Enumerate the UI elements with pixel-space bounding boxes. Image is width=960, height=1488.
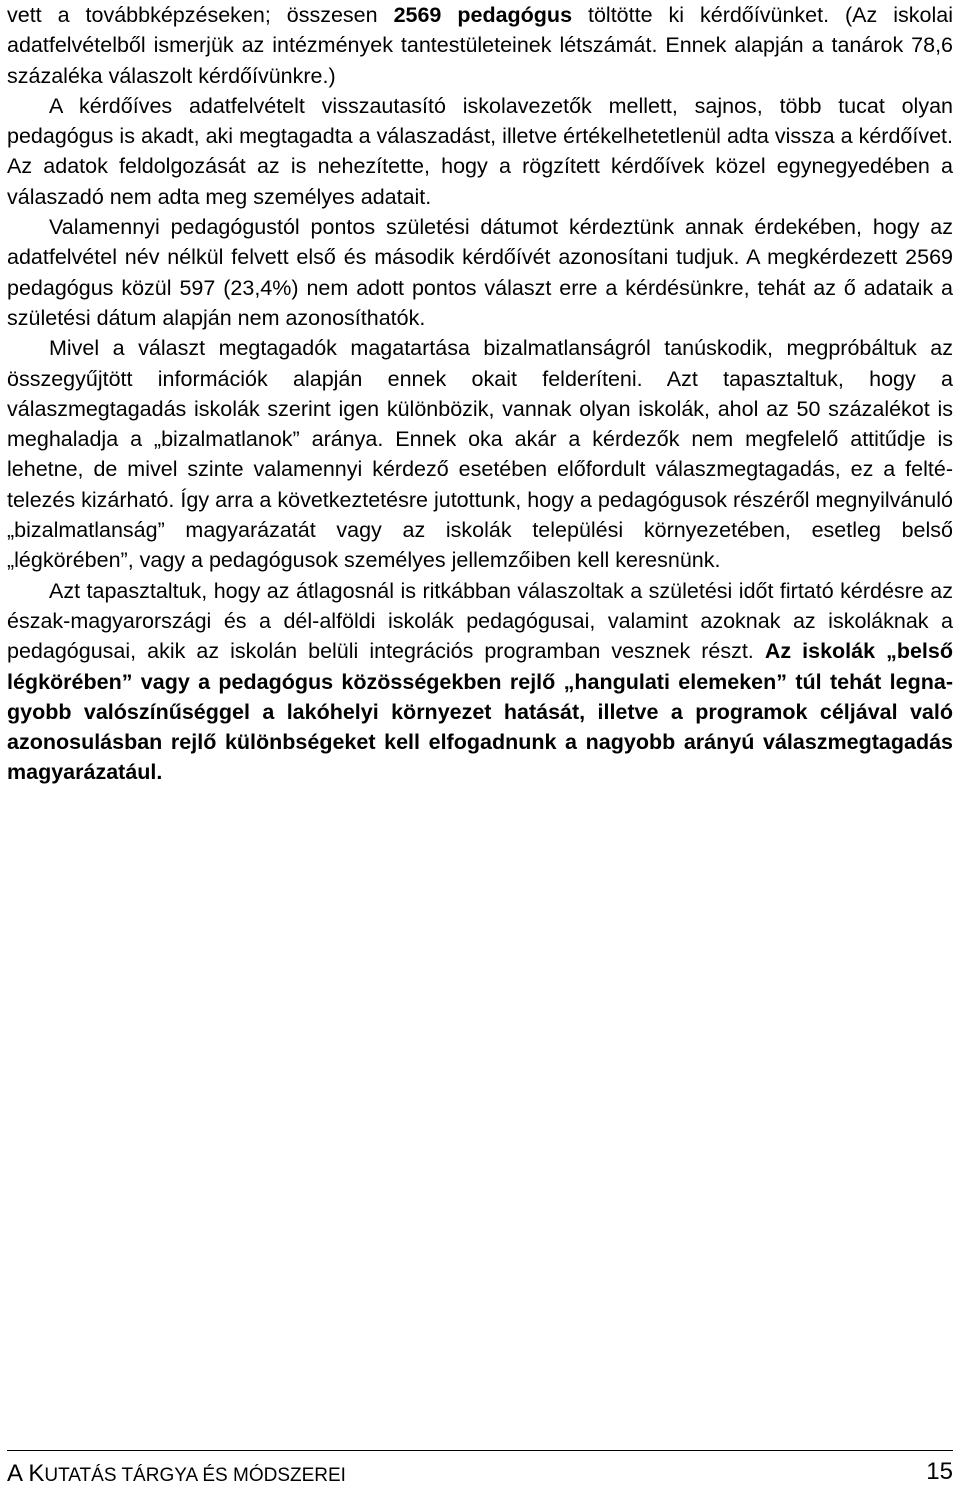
- running-head-k: K: [21, 1460, 45, 1487]
- paragraph-2-text: A kérdőíves adatfelvételt visszautasító iskolavezetők mellett, sajnos, több tucat olyan pedagógus is akadt, aki megtagadta a válaszadást, illetve értékelhetetlenül adta vissza a kérdőívet. Az adatok feldolgozását az is nehezítette, hogy a rögzített kérdőívek közel egynegyedében a válaszadó nem adta meg személyes adatait.: [7, 93, 953, 209]
- page-number: 15: [926, 1458, 953, 1485]
- paragraph-1-bold: 2569 pedagógus: [393, 3, 573, 27]
- paragraph-1: [7, 0, 953, 91]
- paragraph-4: [7, 333, 953, 575]
- paragraph-2: [7, 91, 953, 212]
- page-footer: [7, 1458, 953, 1488]
- running-head-rest: UTATÁS TÁRGYA ÉS MÓDSZEREI: [44, 1465, 346, 1486]
- paragraph-5-text: Azt tapasztaltuk, hogy az átlagosnál is ritkábban válaszoltak a születési időt firtató kérdésre az észak-magyarországi és a dél-alföldi iskolák pedagógusai, valamint azoknak az iskoláknak a pedagógusai, akik az iskolán belüli integrációs programban vesznek részt.: [7, 578, 953, 664]
- running-head-initial: A: [7, 1460, 22, 1487]
- paragraph-5: [7, 576, 953, 788]
- paragraph-3-text: Valamennyi pedagógustól pontos születési dátumot kérdeztünk annak érdekében, hogy az adatfelvétel név nélkül felvett első és második kérdőívét azonosítani tudjuk. A megkérdezett 2569 pedagógus közül 597 (23,4%) nem adott pontos választ erre a kérdésünkre, tehát az ő adataik a születési dátum alapján nem azonosíthatók.: [7, 215, 953, 330]
- paragraph-5-bold: Az iskolák „belső légkörében” vagy a pedagógus közösségekben rejlő „hangulati elemeken” túl tehát legnagyobb valószínűséggel a lakóhelyi környezet hatását, illetve a programok céljával való azonosulásban rejlő különbségeket kell elfogadnunk a nagyobb arányú válaszmegtagadás magyarázatául.: [7, 639, 953, 785]
- paragraph-3: [7, 212, 953, 333]
- footer-rule: [7, 1450, 953, 1451]
- paragraph-1-text-a: vett a továbbképzéseken; összesen: [7, 3, 394, 27]
- page-body: [7, 0, 953, 788]
- paragraph-4-text: Mivel a választ megtagadók magatartása bizalmatlanságról tanúskodik, megpróbáltuk az összegyűjtött információk alapján ennek okait felderíteni. Azt tapasztaltuk, hogy a válaszmegtagadás iskolák szerint igen különbözik, vannak olyan iskolák, ahol az 50 százalékot is meghaladja a „bizalmatlanok” aránya. Ennek oka akár a kérdezők nem megfelelő attitűdje is lehetne, de mivel szinte valamennyi kérdező esetében előfordult válaszmegtagadás, ez a feltételezés kizárható. Így arra a következtetésre jutottunk, hogy a pedagógusok részéről megnyilvánuló „bizalmatlanság” magyarázatát vagy az iskolák települési környezetében, esetleg belső „légkörében”, vagy a pedagógusok személyes jellemzőiben kell keresnünk.: [7, 336, 953, 573]
- running-head: [7, 1460, 346, 1488]
- paragraph-1-text-b: töltötte ki kérdőívünket. (Az iskolai adatfelvételből ismerjük az intézmények tantestületeinek létszámát. Ennek alapján a tanárok 78,6 százaléka válaszolt kérdőívünkre.): [7, 3, 953, 88]
